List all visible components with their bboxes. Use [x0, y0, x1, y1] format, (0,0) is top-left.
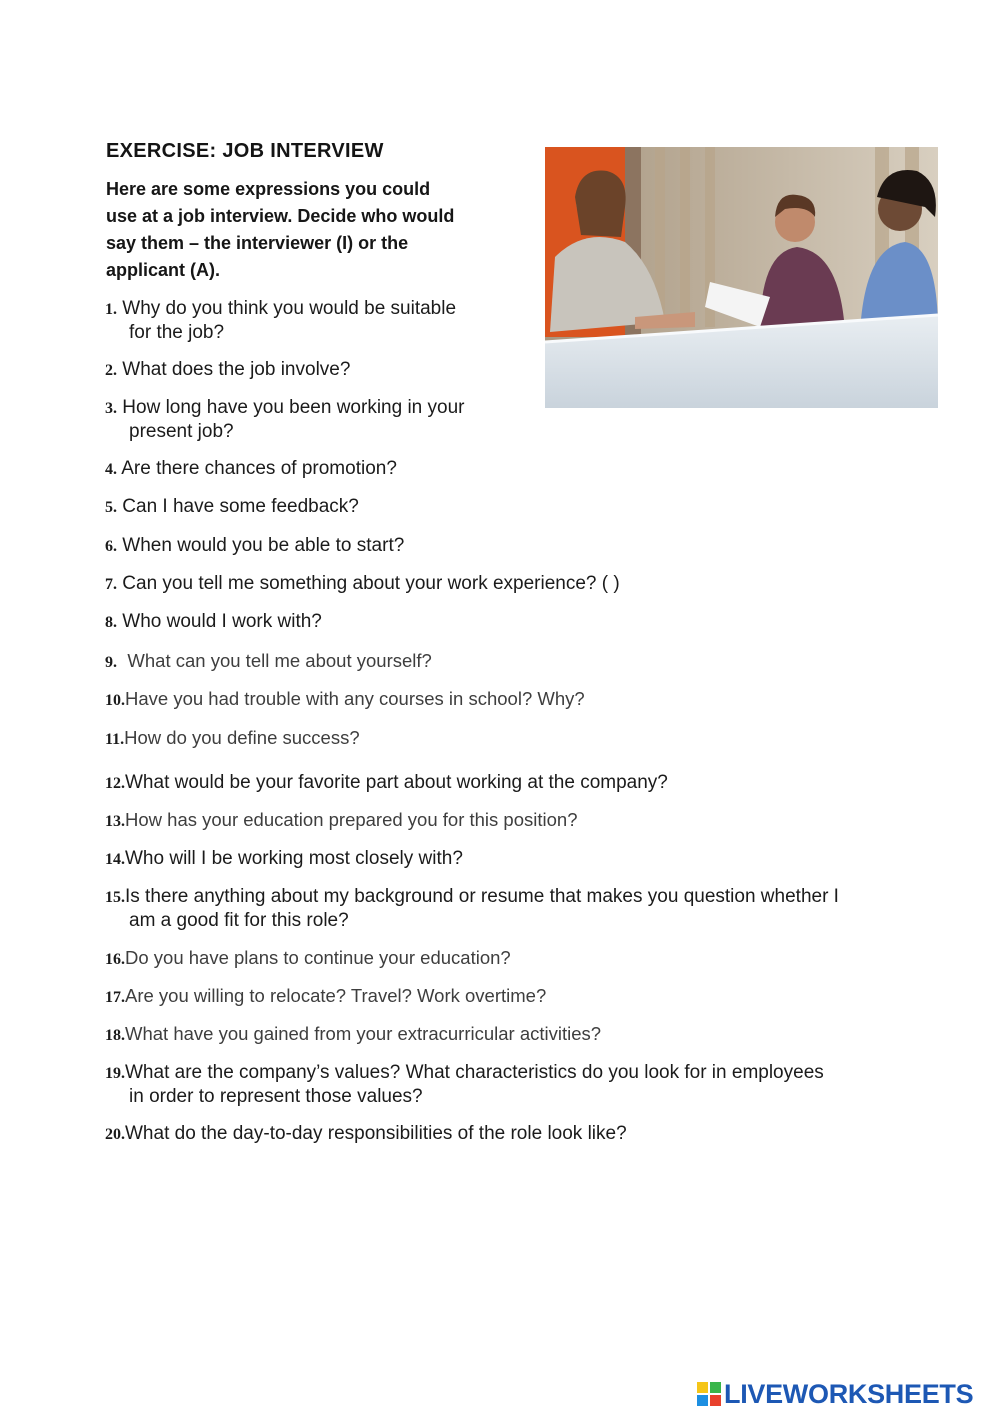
question-text: Have you had trouble with any courses in school? Why? — [125, 688, 585, 709]
list-item — [105, 885, 915, 932]
liveworksheets-logo[interactable] — [697, 1378, 973, 1410]
question-number: 3. — [105, 400, 117, 417]
question-number: 19. — [105, 1065, 125, 1082]
list-item — [105, 984, 546, 1009]
question-text: Who will I be working most closely with? — [125, 848, 463, 869]
liveworksheets-logo-icon — [697, 1382, 721, 1406]
question-number: 18. — [105, 1027, 125, 1044]
question-number: 15. — [105, 889, 125, 906]
list-item — [105, 1022, 601, 1047]
question-text: What would be your favorite part about working at the company? — [125, 772, 668, 793]
logo-text: LIVEWORKSHEETS — [724, 1378, 974, 1409]
question-number: 2. — [105, 362, 117, 379]
question-number: 6. — [105, 538, 117, 555]
list-item — [105, 946, 511, 971]
question-text-continued: am a good fit for this role? — [129, 910, 349, 931]
list-item — [105, 726, 360, 751]
question-text: What can you tell me about yourself? — [122, 650, 432, 671]
question-text: How do you define success? — [124, 727, 360, 748]
list-item — [105, 457, 397, 481]
question-text: Is there anything about my background or resume that makes you question whether I — [125, 886, 839, 907]
list-item — [105, 847, 463, 871]
question-number: 17. — [105, 989, 125, 1006]
question-number: 5. — [105, 499, 117, 516]
question-text: How has your education prepared you for this position? — [125, 809, 578, 830]
question-number: 7. — [105, 576, 117, 593]
list-item — [105, 1122, 627, 1146]
page-title: EXERCISE: JOB INTERVIEW — [106, 140, 384, 162]
question-number: 12. — [105, 775, 125, 792]
list-item — [105, 572, 620, 596]
list-item — [105, 687, 585, 712]
list-item — [105, 610, 322, 634]
question-text-continued: for the job? — [129, 322, 225, 343]
question-number: 9. — [105, 654, 117, 671]
question-number: 4. — [105, 461, 117, 478]
question-number: 1. — [105, 301, 117, 318]
question-number: 16. — [105, 951, 125, 968]
question-text: Are you willing to relocate? Travel? Work overtime? — [125, 985, 547, 1006]
question-number: 8. — [105, 614, 117, 631]
question-text-continued: in order to represent those values? — [129, 1086, 423, 1107]
list-item — [105, 1061, 905, 1108]
question-text: What have you gained from your extracurricular activities? — [125, 1023, 602, 1044]
question-text-continued: present job? — [129, 421, 234, 442]
job-interview-photo — [545, 147, 938, 408]
question-text: Can I have some feedback? — [122, 496, 359, 517]
list-item — [105, 495, 359, 519]
list-item — [105, 358, 350, 382]
question-text: Are there chances of promotion? — [121, 458, 397, 479]
question-text: Why do you think you would be suitable — [122, 298, 457, 319]
question-text: What do the day-to-day responsibilities of the role look like? — [125, 1123, 627, 1144]
question-text: Who would I work with? — [122, 611, 322, 632]
question-text: What are the company’s values? What characteristics do you look for in employees — [125, 1062, 824, 1083]
list-item — [105, 808, 578, 833]
question-text: When would you be able to start? — [122, 535, 405, 556]
question-number: 13. — [105, 813, 125, 830]
question-text: Can you tell me something about your work experience? ( ) — [122, 573, 620, 594]
question-text: Do you have plans to continue your education? — [125, 947, 511, 968]
list-item — [105, 297, 456, 344]
list-item — [105, 771, 668, 795]
question-text: How long have you been working in your — [122, 397, 465, 418]
question-text: What does the job involve? — [122, 359, 351, 380]
list-item — [105, 534, 404, 558]
question-number: 10. — [105, 692, 125, 709]
question-number: 20. — [105, 1126, 125, 1143]
question-number: 11. — [105, 731, 125, 748]
list-item — [105, 649, 432, 674]
list-item — [105, 396, 465, 443]
question-number: 14. — [105, 851, 125, 868]
instructions: Here are some expressions you could use at a job interview. Decide who would say them – the interviewer (I) or the applicant (A). — [106, 179, 455, 280]
